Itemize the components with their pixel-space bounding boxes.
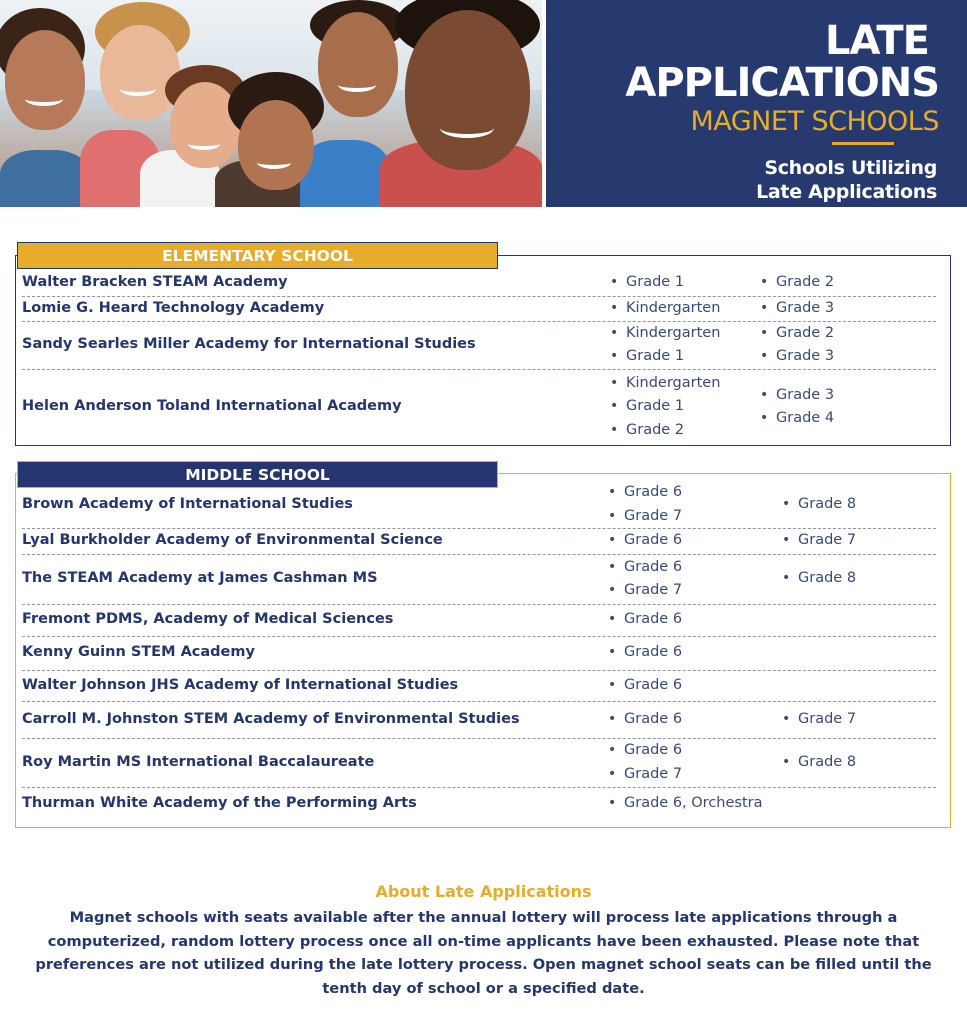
grade-item: • Grade 8 — [782, 493, 856, 517]
school-name: Lomie G. Heard Technology Academy — [22, 299, 325, 316]
photo-smile — [338, 78, 376, 92]
grade-list — [760, 322, 834, 369]
grade-list — [608, 481, 682, 528]
grade-item: • Grade 1 — [610, 395, 720, 419]
tagline-line2: Late Applications — [756, 181, 937, 203]
middle-heading: MIDDLE SCHOOL — [17, 461, 498, 488]
page-title-line1: LATE — [825, 18, 929, 64]
grade-item: • Grade 6 — [608, 529, 682, 553]
grade-list — [782, 751, 856, 775]
grade-list — [608, 529, 682, 553]
photo-face — [5, 30, 85, 130]
grade-item: • Grade 7 — [608, 763, 682, 787]
photo-face — [318, 12, 398, 117]
table-row — [22, 370, 936, 446]
grade-item: • Grade 7 — [608, 505, 682, 529]
school-name: Fremont PDMS, Academy of Medical Sciences — [22, 611, 394, 627]
table-row — [22, 322, 936, 370]
grade-item: • Grade 2 — [760, 322, 834, 346]
grade-list — [608, 641, 682, 665]
grade-item: • Grade 7 — [608, 579, 682, 603]
grade-list — [608, 556, 682, 603]
grade-list — [608, 739, 682, 786]
grade-list — [608, 792, 763, 816]
grade-list — [760, 271, 834, 295]
table-row — [22, 297, 936, 322]
grade-item: • Kindergarten — [610, 372, 720, 396]
photo-smile — [440, 118, 494, 138]
grade-item: • Grade 2 — [610, 419, 720, 443]
school-name: Roy Martin MS International Baccalaureate — [22, 753, 375, 770]
grade-list — [760, 384, 834, 431]
grade-item: • Grade 6, Orchestra — [608, 792, 763, 816]
table-row — [22, 605, 936, 637]
grade-list — [610, 372, 720, 443]
grade-list — [608, 608, 682, 632]
school-name: Brown Academy of International Studies — [22, 495, 353, 512]
table-row — [22, 702, 936, 739]
table-row — [22, 271, 936, 297]
school-name: Thurman White Academy of the Performing Arts — [22, 794, 417, 811]
school-name: Helen Anderson Toland International Academy — [22, 398, 402, 414]
grade-item: • Grade 8 — [782, 567, 856, 591]
school-name: The STEAM Academy at James Cashman MS — [22, 570, 378, 586]
grade-item: • Grade 6 — [608, 481, 682, 505]
table-row — [22, 671, 936, 702]
grade-item: • Grade 6 — [608, 674, 682, 698]
grade-list — [782, 708, 856, 732]
hero-photo — [0, 0, 542, 207]
table-row — [22, 529, 936, 555]
grade-list — [610, 297, 720, 321]
grade-item: • Grade 1 — [610, 271, 684, 295]
tagline-line1: Schools Utilizing — [764, 157, 937, 179]
school-name: Walter Johnson JHS Academy of International Studies — [22, 676, 459, 693]
grade-item: • Kindergarten — [610, 297, 720, 321]
grade-list — [608, 708, 682, 732]
grade-list — [760, 297, 834, 321]
grade-item: • Grade 3 — [760, 345, 834, 369]
school-name: Carroll M. Johnston STEM Academy of Environmental Studies — [22, 710, 520, 727]
school-name: Walter Bracken STEAM Academy — [22, 274, 288, 290]
grade-item: • Grade 1 — [610, 345, 720, 369]
about-heading: About Late Applications — [375, 882, 592, 901]
photo-smile — [120, 82, 156, 96]
grade-item: • Grade 6 — [608, 608, 682, 632]
photo-smile — [257, 156, 291, 169]
grade-item: • Grade 6 — [608, 708, 682, 732]
school-name: Sandy Searles Miller Academy for International Studies — [22, 336, 476, 352]
grade-item: • Grade 6 — [608, 739, 682, 763]
elementary-heading: ELEMENTARY SCHOOL — [17, 242, 498, 269]
table-row — [22, 555, 936, 605]
photo-face — [100, 25, 180, 120]
grade-list — [782, 493, 856, 517]
header-banner — [546, 0, 967, 207]
photo-shirt — [0, 150, 90, 207]
grade-list — [782, 567, 856, 591]
grade-item: • Grade 6 — [608, 556, 682, 580]
table-row — [22, 482, 936, 529]
grade-item: • Grade 7 — [782, 529, 856, 553]
grade-item: • Grade 7 — [782, 708, 856, 732]
grade-item: • Grade 6 — [608, 641, 682, 665]
grade-item: • Grade 4 — [760, 407, 834, 431]
grade-item: • Grade 8 — [782, 751, 856, 775]
photo-smile — [25, 92, 63, 106]
grade-list — [610, 322, 720, 369]
photo-face — [405, 10, 530, 170]
table-row — [22, 788, 936, 821]
about-paragraph: Magnet schools with seats available after the annual lottery will process late applications through a computerized, random lottery process once all on-time applicants have been exhausted. Please note that preferences are not utilized during the late lottery process. Open magnet school seats can be filled until the tenth day of school or a specified date. — [35, 909, 932, 997]
grade-list — [610, 271, 684, 295]
page-subtitle: MAGNET SCHOOLS — [690, 106, 939, 137]
school-name: Lyal Burkholder Academy of Environmental Science — [22, 532, 443, 548]
table-row — [22, 637, 936, 671]
grade-item: • Grade 3 — [760, 384, 834, 408]
school-name: Kenny Guinn STEM Academy — [22, 644, 255, 660]
grade-item: • Kindergarten — [610, 322, 720, 346]
tagline — [756, 156, 937, 204]
table-row — [22, 739, 936, 788]
photo-smile — [188, 138, 220, 150]
grade-list — [608, 674, 682, 698]
grade-item: • Grade 2 — [760, 271, 834, 295]
grade-item: • Grade 3 — [760, 297, 834, 321]
grade-list — [782, 529, 856, 553]
page-title-line2: APPLICATIONS — [625, 60, 939, 106]
subtitle-underline — [832, 142, 894, 145]
photo-face — [238, 100, 314, 190]
